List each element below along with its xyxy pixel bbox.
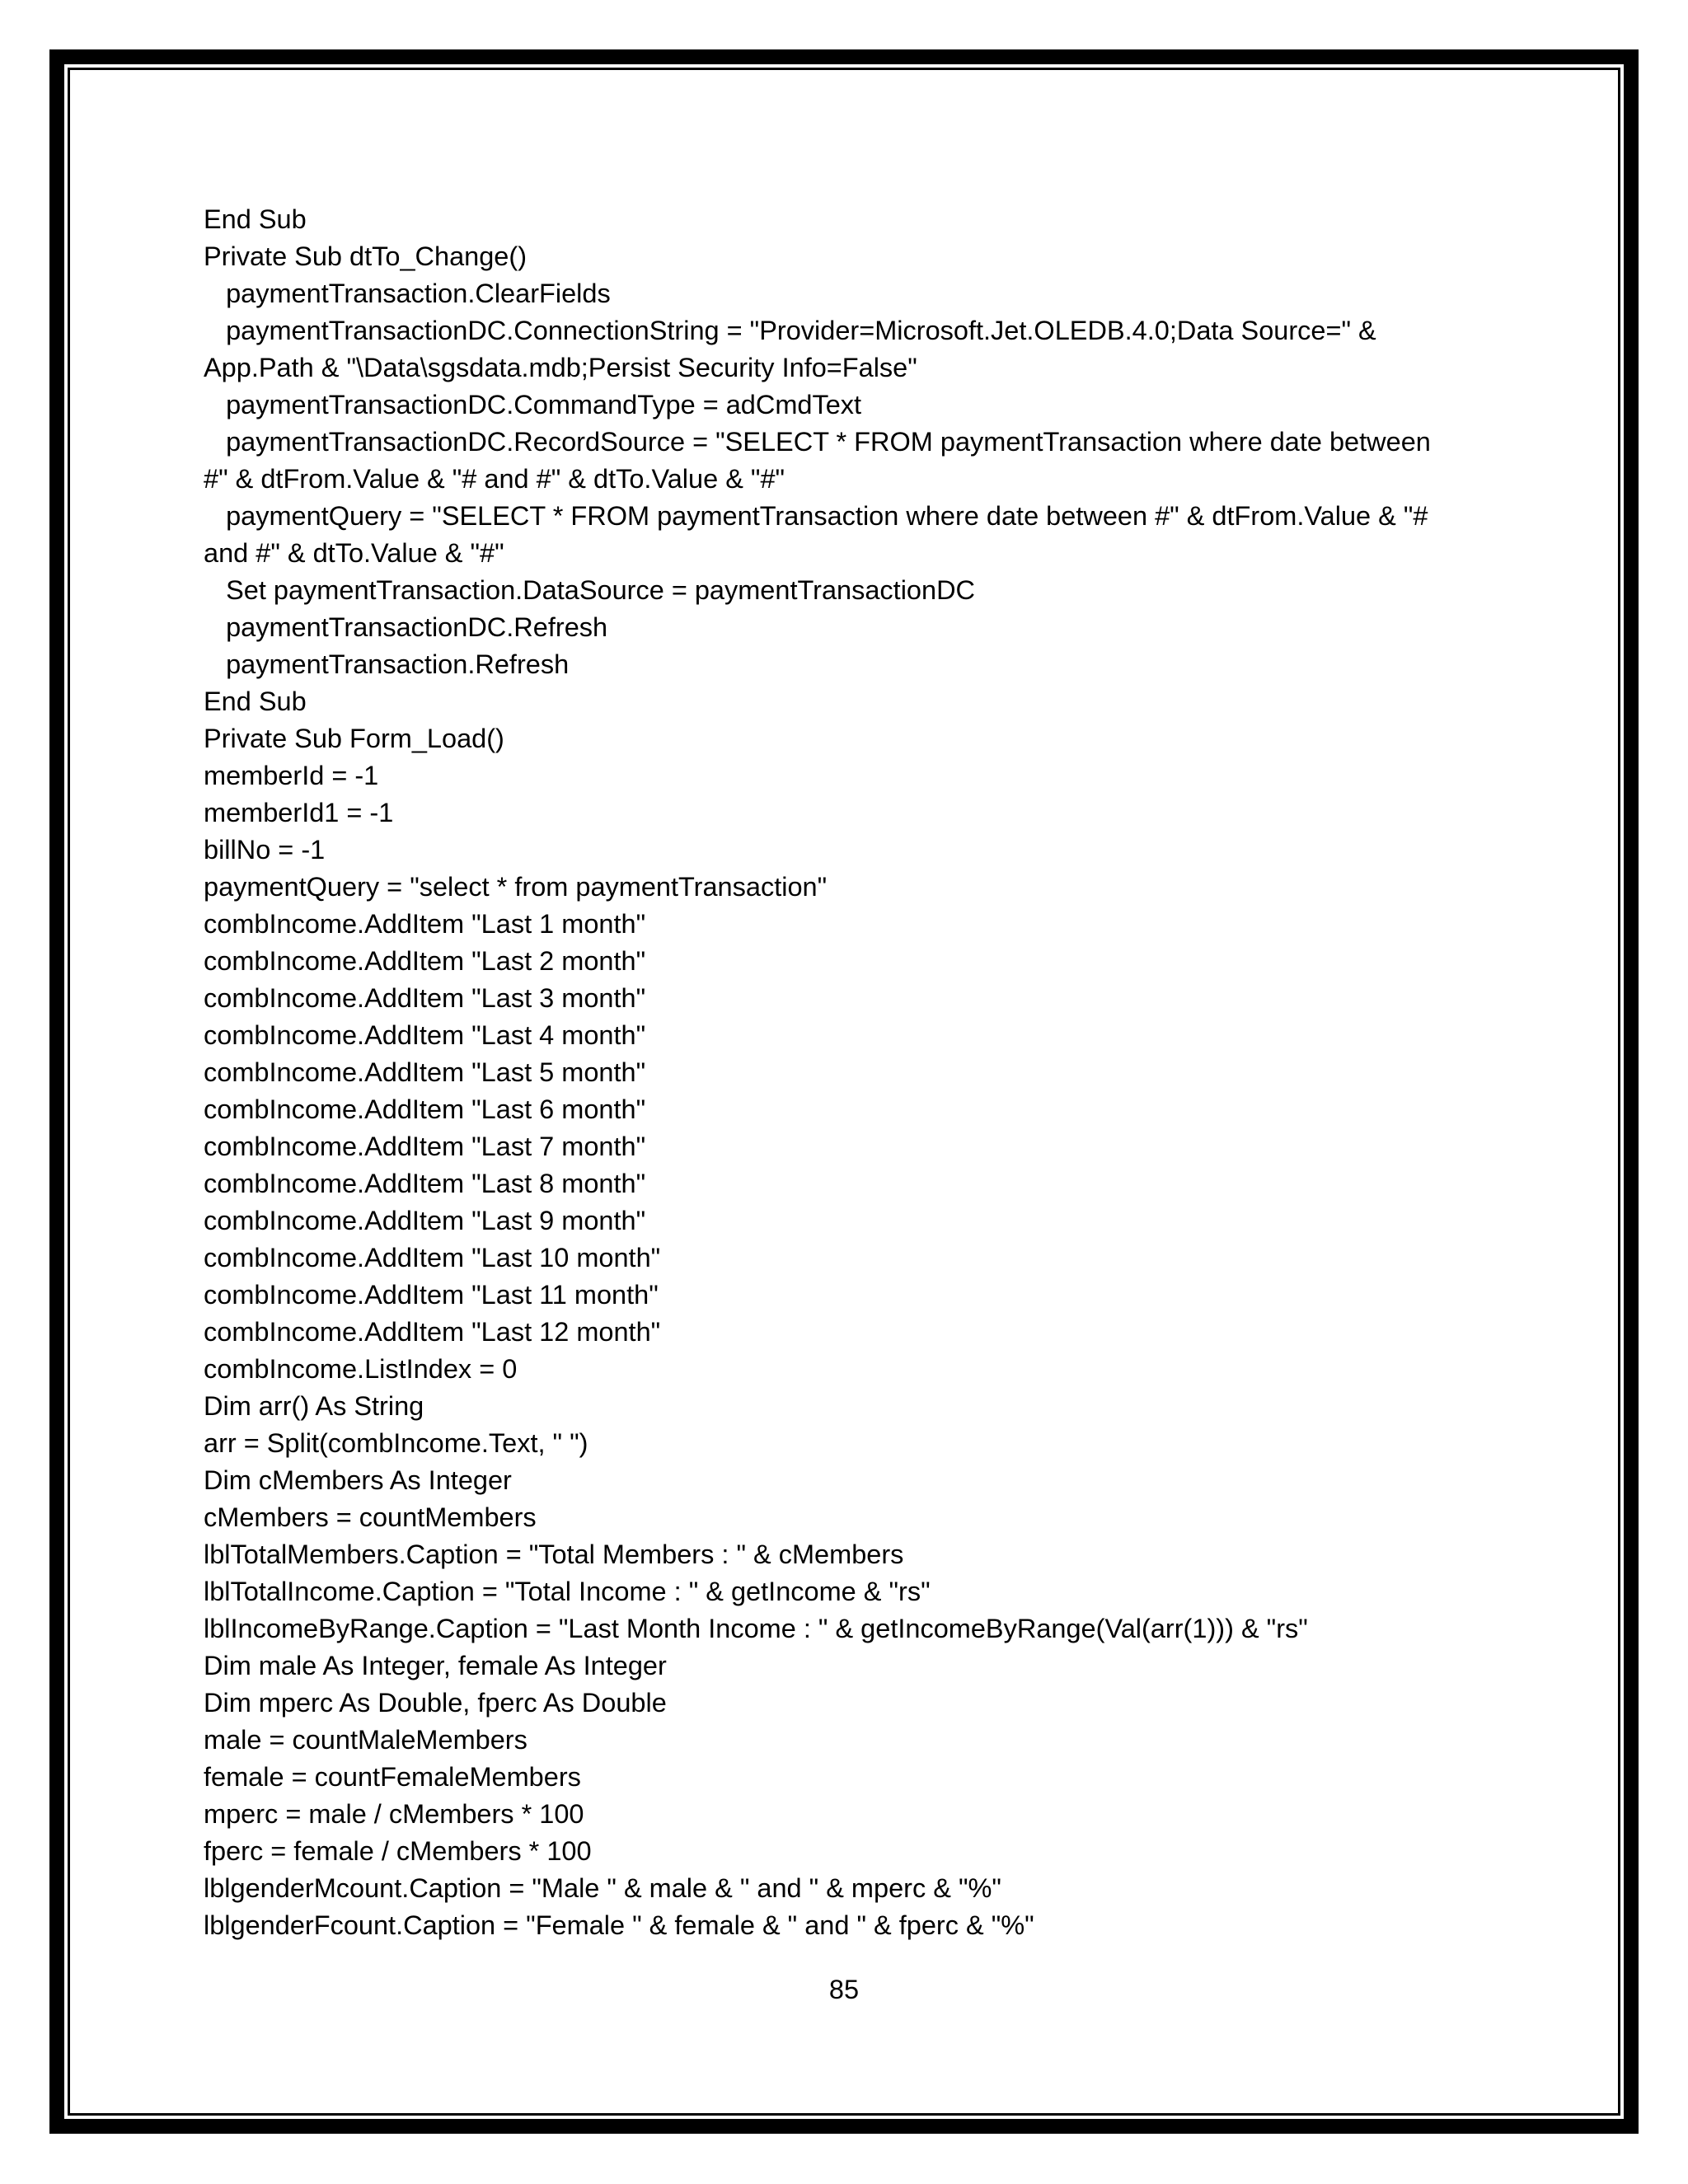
code-line: Set paymentTransaction.DataSource = paymentTransactionDC bbox=[204, 575, 976, 605]
code-line: lblTotalMembers.Caption = "Total Members : " & cMembers bbox=[204, 1540, 904, 1569]
code-line: combIncome.AddItem "Last 3 month" bbox=[204, 983, 646, 1013]
code-line: memberId = -1 bbox=[204, 761, 379, 790]
code-line: paymentTransaction.ClearFields bbox=[204, 279, 611, 308]
code-line: combIncome.AddItem "Last 6 month" bbox=[204, 1094, 646, 1124]
code-line: lblIncomeByRange.Caption = "Last Month Income : " & getIncomeByRange(Val(arr(1))) & "rs" bbox=[204, 1614, 1308, 1643]
code-line: combIncome.AddItem "Last 8 month" bbox=[204, 1169, 646, 1198]
code-line: paymentTransactionDC.Refresh bbox=[204, 612, 608, 642]
code-line: App.Path & "\Data\sgsdata.mdb;Persist Security Info=False" bbox=[204, 353, 917, 382]
code-line: paymentQuery = "select * from paymentTransaction" bbox=[204, 872, 828, 902]
code-line: combIncome.AddItem "Last 12 month" bbox=[204, 1317, 661, 1347]
code-line: paymentTransactionDC.RecordSource = "SELECT * FROM paymentTransaction where date between bbox=[204, 427, 1431, 457]
code-line: Dim cMembers As Integer bbox=[204, 1465, 512, 1495]
code-line: paymentTransactionDC.ConnectionString = "Provider=Microsoft.Jet.OLEDB.4.0;Data Source=" & bbox=[204, 316, 1376, 345]
code-line: combIncome.ListIndex = 0 bbox=[204, 1354, 518, 1384]
code-line: and #" & dtTo.Value & "#" bbox=[204, 538, 504, 568]
code-line: male = countMaleMembers bbox=[204, 1725, 528, 1755]
page-number: 85 bbox=[828, 1975, 860, 2004]
code-line: paymentTransaction.Refresh bbox=[204, 649, 570, 679]
code-line: lblTotalIncome.Caption = "Total Income : " & getIncome & "rs" bbox=[204, 1577, 931, 1606]
code-line: Dim arr() As String bbox=[204, 1391, 424, 1421]
code-line: billNo = -1 bbox=[204, 835, 326, 865]
code-line: combIncome.AddItem "Last 7 month" bbox=[204, 1132, 646, 1161]
code-line: lblgenderMcount.Caption = "Male " & male & " and " & mperc & "%" bbox=[204, 1873, 1001, 1903]
code-line: arr = Split(combIncome.Text, " ") bbox=[204, 1428, 588, 1458]
code-line: Private Sub Form_Load() bbox=[204, 724, 504, 753]
code-line: paymentQuery = "SELECT * FROM paymentTransaction where date between #" & dtFrom.Value & "# bbox=[204, 501, 1428, 531]
code-line: female = countFemaleMembers bbox=[204, 1762, 581, 1792]
code-line: combIncome.AddItem "Last 1 month" bbox=[204, 909, 646, 939]
code-line: combIncome.AddItem "Last 4 month" bbox=[204, 1020, 646, 1050]
code-line: cMembers = countMembers bbox=[204, 1502, 537, 1532]
code-line: End Sub bbox=[204, 687, 307, 716]
code-line: #" & dtFrom.Value & "# and #" & dtTo.Value & "#" bbox=[204, 464, 785, 494]
code-line: Dim mperc As Double, fperc As Double bbox=[204, 1688, 667, 1718]
code-line: combIncome.AddItem "Last 9 month" bbox=[204, 1206, 646, 1235]
code-line: combIncome.AddItem "Last 5 month" bbox=[204, 1057, 646, 1087]
code-line: combIncome.AddItem "Last 2 month" bbox=[204, 946, 646, 976]
code-line: fperc = female / cMembers * 100 bbox=[204, 1836, 592, 1866]
code-listing bbox=[204, 201, 1489, 1944]
code-line: mperc = male / cMembers * 100 bbox=[204, 1799, 584, 1829]
code-line: Private Sub dtTo_Change() bbox=[204, 241, 528, 271]
code-line: paymentTransactionDC.CommandType = adCmdText bbox=[204, 390, 862, 419]
code-line: End Sub bbox=[204, 204, 307, 234]
code-line: memberId1 = -1 bbox=[204, 798, 394, 827]
code-line: combIncome.AddItem "Last 11 month" bbox=[204, 1280, 659, 1310]
code-line: Dim male As Integer, female As Integer bbox=[204, 1651, 667, 1680]
code-line: combIncome.AddItem "Last 10 month" bbox=[204, 1243, 661, 1272]
code-line: lblgenderFcount.Caption = "Female " & female & " and " & fperc & "%" bbox=[204, 1910, 1034, 1940]
